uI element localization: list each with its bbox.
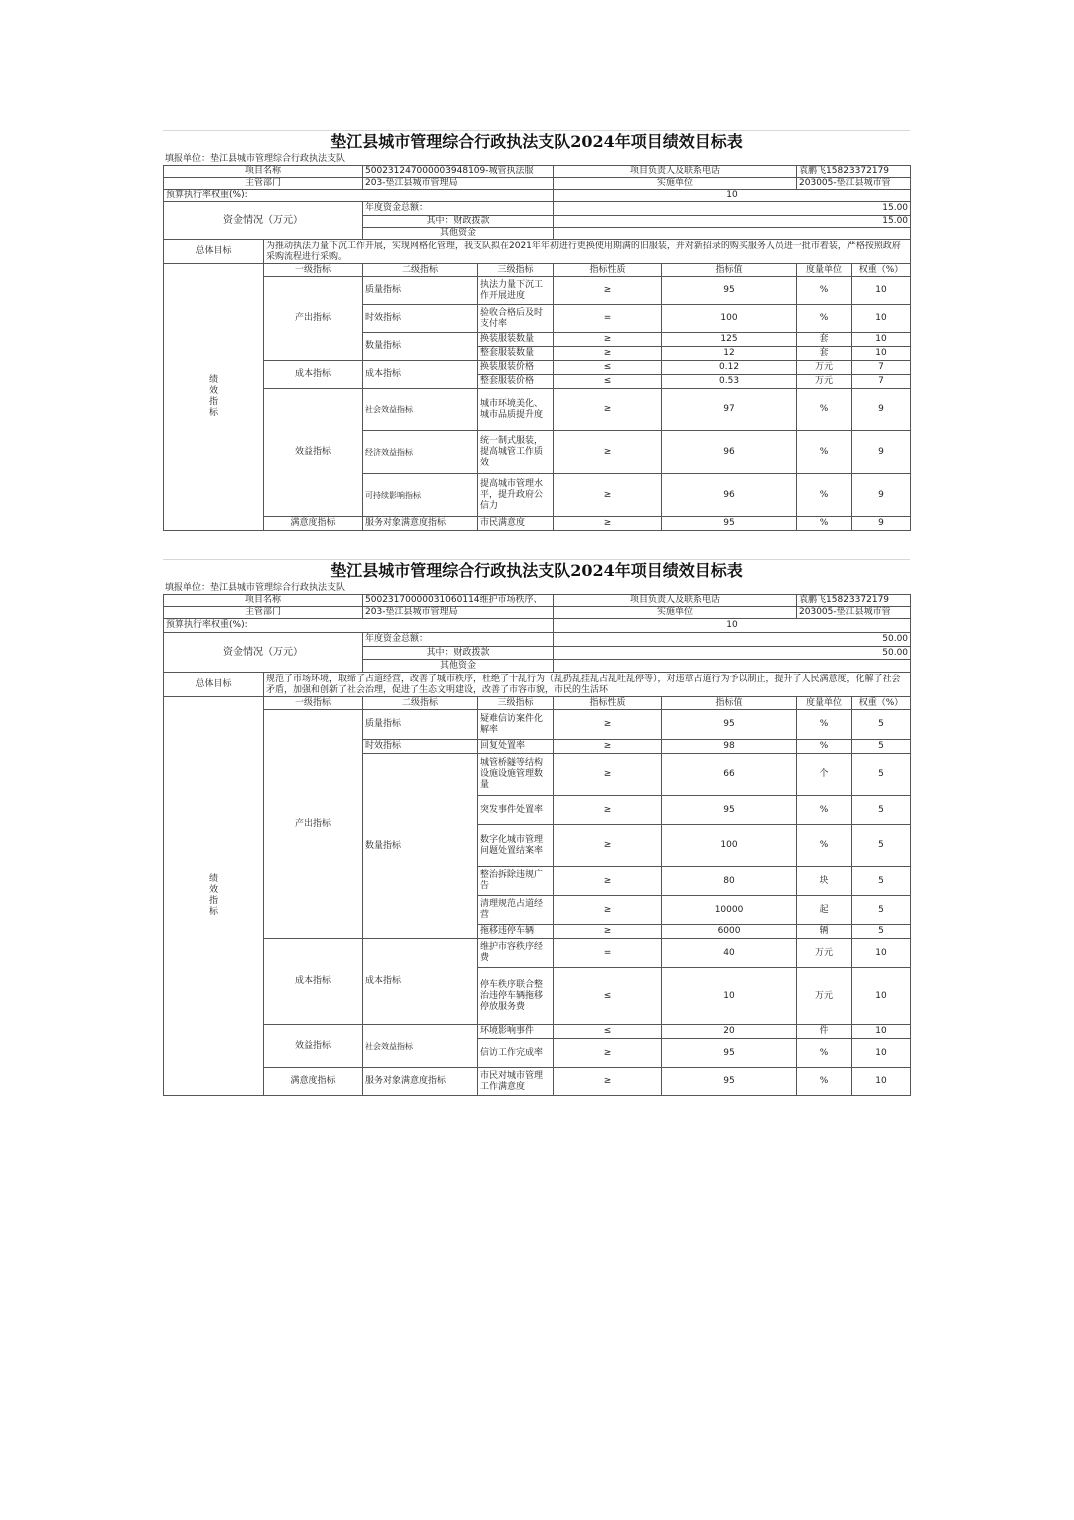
dept-value: 203-垫江县城市管理局 bbox=[363, 178, 554, 190]
unit-cell: % bbox=[797, 474, 852, 517]
l2-cell: 成本指标 bbox=[363, 361, 478, 389]
unit-cell: 个 bbox=[797, 754, 852, 796]
l3-cell: 整治拆除违规广告 bbox=[478, 867, 554, 896]
l3-cell: 提高城市管理水平，提升政府公信力 bbox=[478, 474, 554, 517]
l1-cell: 产出指标 bbox=[264, 277, 363, 361]
l2-cell: 数量指标 bbox=[363, 333, 478, 361]
nature-cell: ≥ bbox=[554, 754, 662, 796]
impl-value: 203005-垫江县城市管 bbox=[797, 607, 911, 619]
dept-label: 主管部门 bbox=[164, 178, 363, 190]
l2-cell: 时效指标 bbox=[363, 740, 478, 754]
weight-cell: 7 bbox=[852, 361, 911, 375]
header-unit: 度量单位 bbox=[797, 697, 852, 710]
weight-cell: 5 bbox=[852, 825, 911, 867]
dept-value: 203-垫江县城市管理局 bbox=[363, 607, 554, 619]
weight-value: 10 bbox=[554, 619, 911, 633]
header-nature: 指标性质 bbox=[554, 697, 662, 710]
header-l3: 三级指标 bbox=[478, 264, 554, 277]
weight-label: 预算执行率权重(%): bbox=[164, 190, 554, 202]
table-row bbox=[164, 361, 911, 375]
goal-text: 为推动执法力量下沉工作开展，实现网格化管理，我支队拟在2021年年初进行更换使用期满的旧服装，并对新招录的购买服务人员进一批市着装，严格按照政府采购流程进行采购。 bbox=[264, 240, 911, 264]
unit-cell: % bbox=[797, 710, 852, 740]
project-name-value: 500231247000003948109-城管执法服 bbox=[363, 166, 554, 178]
unit-cell: 辆 bbox=[797, 925, 852, 939]
value-cell: 96 bbox=[662, 431, 797, 474]
fund-total-value: 15.00 bbox=[554, 202, 911, 216]
unit-cell: % bbox=[797, 1068, 852, 1096]
nature-cell: ≥ bbox=[554, 431, 662, 474]
unit-cell: % bbox=[797, 431, 852, 474]
value-cell: 80 bbox=[662, 867, 797, 896]
header-l2: 二级指标 bbox=[363, 264, 478, 277]
fund-total-label: 年度资金总额： bbox=[363, 202, 554, 216]
l2-cell: 可持续影响指标 bbox=[363, 474, 478, 517]
unit-cell: 万元 bbox=[797, 968, 852, 1025]
value-cell: 98 bbox=[662, 740, 797, 754]
l3-cell: 城管桥隧等结构设施设施管理数量 bbox=[478, 754, 554, 796]
value-cell: 20 bbox=[662, 1025, 797, 1039]
l3-cell: 停车秩序联合整治违停车辆拖移停放服务费 bbox=[478, 968, 554, 1025]
weight-cell: 7 bbox=[852, 375, 911, 389]
table-row bbox=[164, 939, 911, 968]
fund-other-label: 其他资金 bbox=[363, 660, 554, 673]
nature-cell: ≥ bbox=[554, 825, 662, 867]
weight-label: 预算执行率权重(%): bbox=[164, 619, 554, 633]
weight-cell: 10 bbox=[852, 968, 911, 1025]
value-cell: 100 bbox=[662, 305, 797, 333]
header-l2: 二级指标 bbox=[363, 697, 478, 710]
value-cell: 66 bbox=[662, 754, 797, 796]
value-cell: 95 bbox=[662, 1068, 797, 1096]
l2-cell: 经济效益指标 bbox=[363, 431, 478, 474]
l3-cell: 回复处置率 bbox=[478, 740, 554, 754]
nature-cell: ≥ bbox=[554, 925, 662, 939]
unit-cell: 件 bbox=[797, 1025, 852, 1039]
weight-cell: 10 bbox=[852, 305, 911, 333]
l3-cell: 拖移违停车辆 bbox=[478, 925, 554, 939]
table-row bbox=[164, 277, 911, 305]
header-unit: 度量单位 bbox=[797, 264, 852, 277]
nature-cell: ≥ bbox=[554, 389, 662, 431]
project-name-label: 项目名称 bbox=[164, 595, 363, 607]
fund-fin-label: 其中：财政拨款 bbox=[363, 216, 554, 228]
value-cell: 95 bbox=[662, 1039, 797, 1068]
value-cell: 95 bbox=[662, 277, 797, 305]
l3-cell: 清理规范占道经营 bbox=[478, 896, 554, 925]
goal-label: 总体目标 bbox=[164, 673, 264, 697]
l3-cell: 统一制式服装，提高城管工作质效 bbox=[478, 431, 554, 474]
l3-cell: 整套服装价格 bbox=[478, 375, 554, 389]
nature-cell: = bbox=[554, 939, 662, 968]
l1-cell: 产出指标 bbox=[264, 710, 363, 939]
unit-cell: % bbox=[797, 305, 852, 333]
unit-cell: 套 bbox=[797, 333, 852, 347]
fund-fin-value: 15.00 bbox=[554, 216, 911, 228]
nature-cell: ≥ bbox=[554, 347, 662, 361]
unit-cell: % bbox=[797, 825, 852, 867]
unit-cell: % bbox=[797, 389, 852, 431]
value-cell: 6000 bbox=[662, 925, 797, 939]
weight-cell: 10 bbox=[852, 1039, 911, 1068]
header-nature: 指标性质 bbox=[554, 264, 662, 277]
nature-cell: ≥ bbox=[554, 710, 662, 740]
impl-value: 203005-垫江县城市管 bbox=[797, 178, 911, 190]
nature-cell: ≤ bbox=[554, 361, 662, 375]
l2-cell: 服务对象满意度指标 bbox=[363, 517, 478, 531]
l1-cell: 满意度指标 bbox=[264, 517, 363, 531]
l2-cell: 质量指标 bbox=[363, 277, 478, 305]
performance-table-1 bbox=[163, 130, 910, 531]
weight-cell: 10 bbox=[852, 347, 911, 361]
dept-label: 主管部门 bbox=[164, 607, 363, 619]
unit-cell: % bbox=[797, 1039, 852, 1068]
weight-cell: 9 bbox=[852, 431, 911, 474]
value-cell: 95 bbox=[662, 517, 797, 531]
nature-cell: ≥ bbox=[554, 896, 662, 925]
l1-cell: 成本指标 bbox=[264, 939, 363, 1025]
l3-cell: 数字化城市管理问题处置结案率 bbox=[478, 825, 554, 867]
l3-cell: 换装服装数量 bbox=[478, 333, 554, 347]
l2-cell: 时效指标 bbox=[363, 305, 478, 333]
goal-table bbox=[163, 594, 911, 1096]
l3-cell: 信访工作完成率 bbox=[478, 1039, 554, 1068]
l3-cell: 市民对城市管理工作满意度 bbox=[478, 1068, 554, 1096]
nature-cell: ≥ bbox=[554, 867, 662, 896]
weight-cell: 9 bbox=[852, 389, 911, 431]
table-row bbox=[164, 517, 911, 531]
weight-cell: 5 bbox=[852, 740, 911, 754]
nature-cell: ≤ bbox=[554, 968, 662, 1025]
value-cell: 125 bbox=[662, 333, 797, 347]
fund-fin-label: 其中：财政拨款 bbox=[363, 647, 554, 660]
manager-label: 项目负责人及联系电话 bbox=[554, 166, 797, 178]
nature-cell: ≥ bbox=[554, 796, 662, 825]
weight-cell: 5 bbox=[852, 710, 911, 740]
fund-total-value: 50.00 bbox=[554, 633, 911, 647]
fund-total-label: 年度资金总额： bbox=[363, 633, 554, 647]
table-row bbox=[164, 389, 911, 431]
l2-cell: 服务对象满意度指标 bbox=[363, 1068, 478, 1096]
weight-cell: 5 bbox=[852, 867, 911, 896]
unit-cell: 块 bbox=[797, 867, 852, 896]
value-cell: 10000 bbox=[662, 896, 797, 925]
fund-other-value bbox=[554, 660, 911, 673]
unit-cell: % bbox=[797, 796, 852, 825]
weight-cell: 10 bbox=[852, 1025, 911, 1039]
l3-cell: 维护市容秩序经费 bbox=[478, 939, 554, 968]
l2-cell: 质量指标 bbox=[363, 710, 478, 740]
l3-cell: 换装服装价格 bbox=[478, 361, 554, 375]
table-title: 垫江县城市管理综合行政执法支队2024年项目绩效目标表 bbox=[163, 130, 910, 153]
fund-other-label: 其他资金 bbox=[363, 228, 554, 240]
table-row bbox=[164, 710, 911, 740]
nature-cell: ≥ bbox=[554, 474, 662, 517]
l1-cell: 效益指标 bbox=[264, 389, 363, 517]
weight-cell: 10 bbox=[852, 1068, 911, 1096]
fund-fin-value: 50.00 bbox=[554, 647, 911, 660]
goal-table bbox=[163, 165, 911, 531]
weight-cell: 10 bbox=[852, 939, 911, 968]
value-cell: 12 bbox=[662, 347, 797, 361]
nature-cell: ≥ bbox=[554, 333, 662, 347]
fund-label: 资金情况（万元） bbox=[164, 202, 363, 240]
nature-cell: ≥ bbox=[554, 1039, 662, 1068]
unit-cell: 套 bbox=[797, 347, 852, 361]
weight-cell: 5 bbox=[852, 796, 911, 825]
manager-value: 袁鹏飞15823372179 bbox=[797, 595, 911, 607]
fill-unit: 填报单位：垫江县城市管理综合行政执法支队 bbox=[165, 583, 346, 593]
unit-cell: % bbox=[797, 740, 852, 754]
fund-label: 资金情况（万元） bbox=[164, 633, 363, 673]
l3-cell: 疑难信访案件化解率 bbox=[478, 710, 554, 740]
unit-cell: 万元 bbox=[797, 375, 852, 389]
l1-cell: 满意度指标 bbox=[264, 1068, 363, 1096]
header-value: 指标值 bbox=[662, 264, 797, 277]
manager-value: 袁鹏飞15823372179 bbox=[797, 166, 911, 178]
nature-cell: ≤ bbox=[554, 375, 662, 389]
perf-label: 绩效指标 bbox=[164, 264, 264, 531]
l3-cell: 验收合格后及时支付率 bbox=[478, 305, 554, 333]
value-cell: 40 bbox=[662, 939, 797, 968]
l2-cell: 社会效益指标 bbox=[363, 389, 478, 431]
header-l1: 一级指标 bbox=[264, 697, 363, 710]
l2-cell: 数量指标 bbox=[363, 754, 478, 939]
performance-table-2 bbox=[163, 559, 910, 1096]
project-name-value: 50023170000031060114维护市场秩序、 bbox=[363, 595, 554, 607]
value-cell: 10 bbox=[662, 968, 797, 1025]
weight-value: 10 bbox=[554, 190, 911, 202]
value-cell: 95 bbox=[662, 796, 797, 825]
unit-cell: 万元 bbox=[797, 939, 852, 968]
header-weight: 权重（%） bbox=[852, 697, 911, 710]
header-value: 指标值 bbox=[662, 697, 797, 710]
l3-cell: 城市环境美化、城市品质提升度 bbox=[478, 389, 554, 431]
fund-other-value bbox=[554, 228, 911, 240]
impl-label: 实施单位 bbox=[554, 178, 797, 190]
weight-cell: 9 bbox=[852, 474, 911, 517]
perf-label: 绩效指标 bbox=[164, 697, 264, 1096]
table-title: 垫江县城市管理综合行政执法支队2024年项目绩效目标表 bbox=[163, 559, 910, 582]
nature-cell: ≤ bbox=[554, 1025, 662, 1039]
weight-cell: 5 bbox=[852, 754, 911, 796]
nature-cell: ≥ bbox=[554, 277, 662, 305]
unit-cell: % bbox=[797, 277, 852, 305]
value-cell: 95 bbox=[662, 710, 797, 740]
impl-label: 实施单位 bbox=[554, 607, 797, 619]
manager-label: 项目负责人及联系电话 bbox=[554, 595, 797, 607]
table-row bbox=[164, 1025, 911, 1039]
weight-cell: 5 bbox=[852, 925, 911, 939]
l3-cell: 市民满意度 bbox=[478, 517, 554, 531]
project-name-label: 项目名称 bbox=[164, 166, 363, 178]
weight-cell: 9 bbox=[852, 517, 911, 531]
nature-cell: ≥ bbox=[554, 740, 662, 754]
header-l1: 一级指标 bbox=[264, 264, 363, 277]
unit-cell: 起 bbox=[797, 896, 852, 925]
l3-cell: 整套服装数量 bbox=[478, 347, 554, 361]
value-cell: 97 bbox=[662, 389, 797, 431]
value-cell: 96 bbox=[662, 474, 797, 517]
nature-cell: = bbox=[554, 305, 662, 333]
nature-cell: ≥ bbox=[554, 517, 662, 531]
unit-cell: % bbox=[797, 517, 852, 531]
l2-cell: 社会效益指标 bbox=[363, 1025, 478, 1068]
header-weight: 权重（%） bbox=[852, 264, 911, 277]
table-row bbox=[164, 1068, 911, 1096]
weight-cell: 10 bbox=[852, 333, 911, 347]
l2-cell: 成本指标 bbox=[363, 939, 478, 1025]
header-l3: 三级指标 bbox=[478, 697, 554, 710]
l1-cell: 效益指标 bbox=[264, 1025, 363, 1068]
weight-cell: 10 bbox=[852, 277, 911, 305]
value-cell: 0.12 bbox=[662, 361, 797, 375]
fill-unit: 填报单位：垫江县城市管理综合行政执法支队 bbox=[165, 154, 346, 164]
value-cell: 100 bbox=[662, 825, 797, 867]
l1-cell: 成本指标 bbox=[264, 361, 363, 389]
l3-cell: 环境影响事件 bbox=[478, 1025, 554, 1039]
nature-cell: ≥ bbox=[554, 1068, 662, 1096]
l3-cell: 执法力量下沉工作开展进度 bbox=[478, 277, 554, 305]
l3-cell: 突发事件处置率 bbox=[478, 796, 554, 825]
goal-text: 规范了市场环境，取缔了占道经营，改善了城市秩序，杜绝了十乱行为（乱扔乱挂乱占乱吐乱停等），对违章占道行为予以制止，提升了人民满意度，化解了社会矛盾，加强和创新了社会治理，促进了生态文明建设，改善了市容市貌，市民的生活环 bbox=[264, 673, 911, 697]
unit-cell: 万元 bbox=[797, 361, 852, 375]
weight-cell: 5 bbox=[852, 896, 911, 925]
goal-label: 总体目标 bbox=[164, 240, 264, 264]
value-cell: 0.53 bbox=[662, 375, 797, 389]
